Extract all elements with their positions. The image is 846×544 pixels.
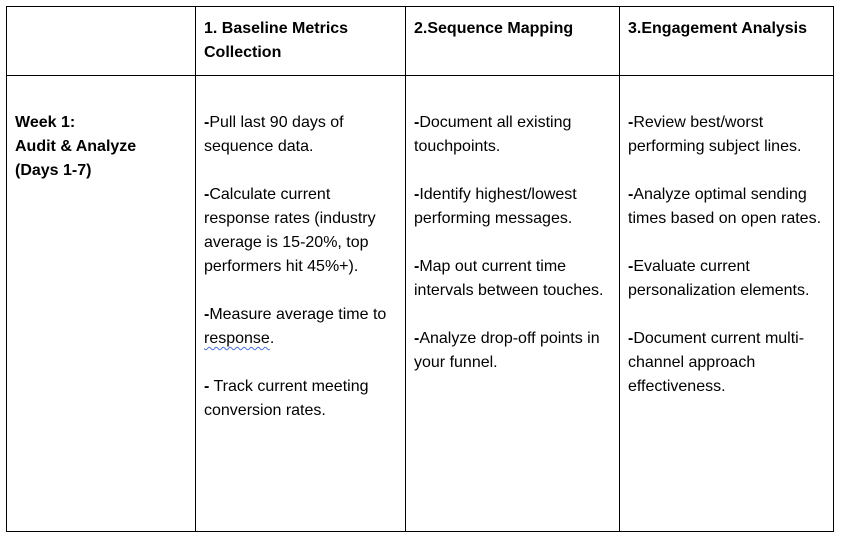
baseline-item-4 (204, 375, 397, 423)
baseline-item-4-text: Track current meeting conversion rates. (204, 378, 373, 419)
week-number: Week 1: (15, 114, 76, 131)
baseline-metrics-cell (196, 76, 406, 532)
week-1-row (7, 76, 834, 532)
sequence-item-3 (414, 255, 611, 303)
bullet-dash: - (414, 114, 420, 131)
sequence-mapping-cell (406, 76, 620, 532)
sequence-item-4-text: Analyze drop-off points in your funnel. (414, 330, 600, 371)
sequence-item-2 (414, 183, 611, 231)
bullet-dash: - (414, 186, 420, 203)
bullet-dash: - (204, 306, 210, 323)
engagement-item-1-text: Review best/worst performing subject lines. (628, 114, 802, 155)
bullet-dash: - (628, 186, 634, 203)
sequence-item-2-text: Identify highest/lowest performing messages. (414, 186, 577, 227)
engagement-item-4 (628, 327, 825, 399)
sequence-item-3-text: Map out current time intervals between touches. (414, 258, 604, 299)
bullet-dash: - (414, 258, 420, 275)
sequence-item-1 (414, 111, 611, 159)
header-empty-cell (7, 7, 196, 76)
baseline-item-2-text: Calculate current response rates (industry average is 15-20%, top performers hit 45%+). (204, 186, 376, 275)
bullet-dash: - (628, 114, 634, 131)
baseline-item-1 (204, 111, 397, 159)
sequence-item-4 (414, 327, 611, 375)
week-days: (Days 1-7) (15, 162, 92, 179)
bullet-dash: - (204, 186, 210, 203)
engagement-item-1 (628, 111, 825, 159)
bullet-dash: - (204, 114, 210, 131)
audit-plan-table (6, 6, 834, 532)
bullet-dash: - (204, 378, 210, 395)
week-label-cell (7, 76, 196, 532)
header-row (7, 7, 834, 76)
engagement-analysis-cell (620, 76, 834, 532)
bullet-dash: - (628, 258, 634, 275)
bullet-dash: - (628, 330, 634, 347)
header-sequence-mapping: 2.Sequence Mapping (406, 7, 620, 76)
baseline-item-2 (204, 183, 397, 279)
baseline-item-3-end: . (269, 330, 275, 347)
engagement-item-4-text: Document current multi-channel approach effectiveness. (628, 330, 805, 395)
header-baseline-metrics: 1. Baseline Metrics Collection (196, 7, 406, 76)
engagement-item-2-text: Analyze optimal sending times based on open rates. (628, 186, 822, 227)
engagement-item-2 (628, 183, 825, 231)
engagement-item-3-text: Evaluate current personalization elements. (628, 258, 810, 299)
baseline-item-1-text: Pull last 90 days of sequence data. (204, 114, 344, 155)
engagement-item-3 (628, 255, 825, 303)
week-phase: Audit & Analyze (15, 138, 137, 155)
bullet-dash: - (414, 330, 420, 347)
baseline-item-3 (204, 303, 397, 351)
sequence-item-1-text: Document all existing touchpoints. (414, 114, 572, 155)
spellcheck-underlined-word: response (204, 330, 270, 347)
baseline-item-3-text: Measure average time to (209, 306, 387, 323)
header-engagement-analysis: 3.Engagement Analysis (620, 7, 834, 76)
